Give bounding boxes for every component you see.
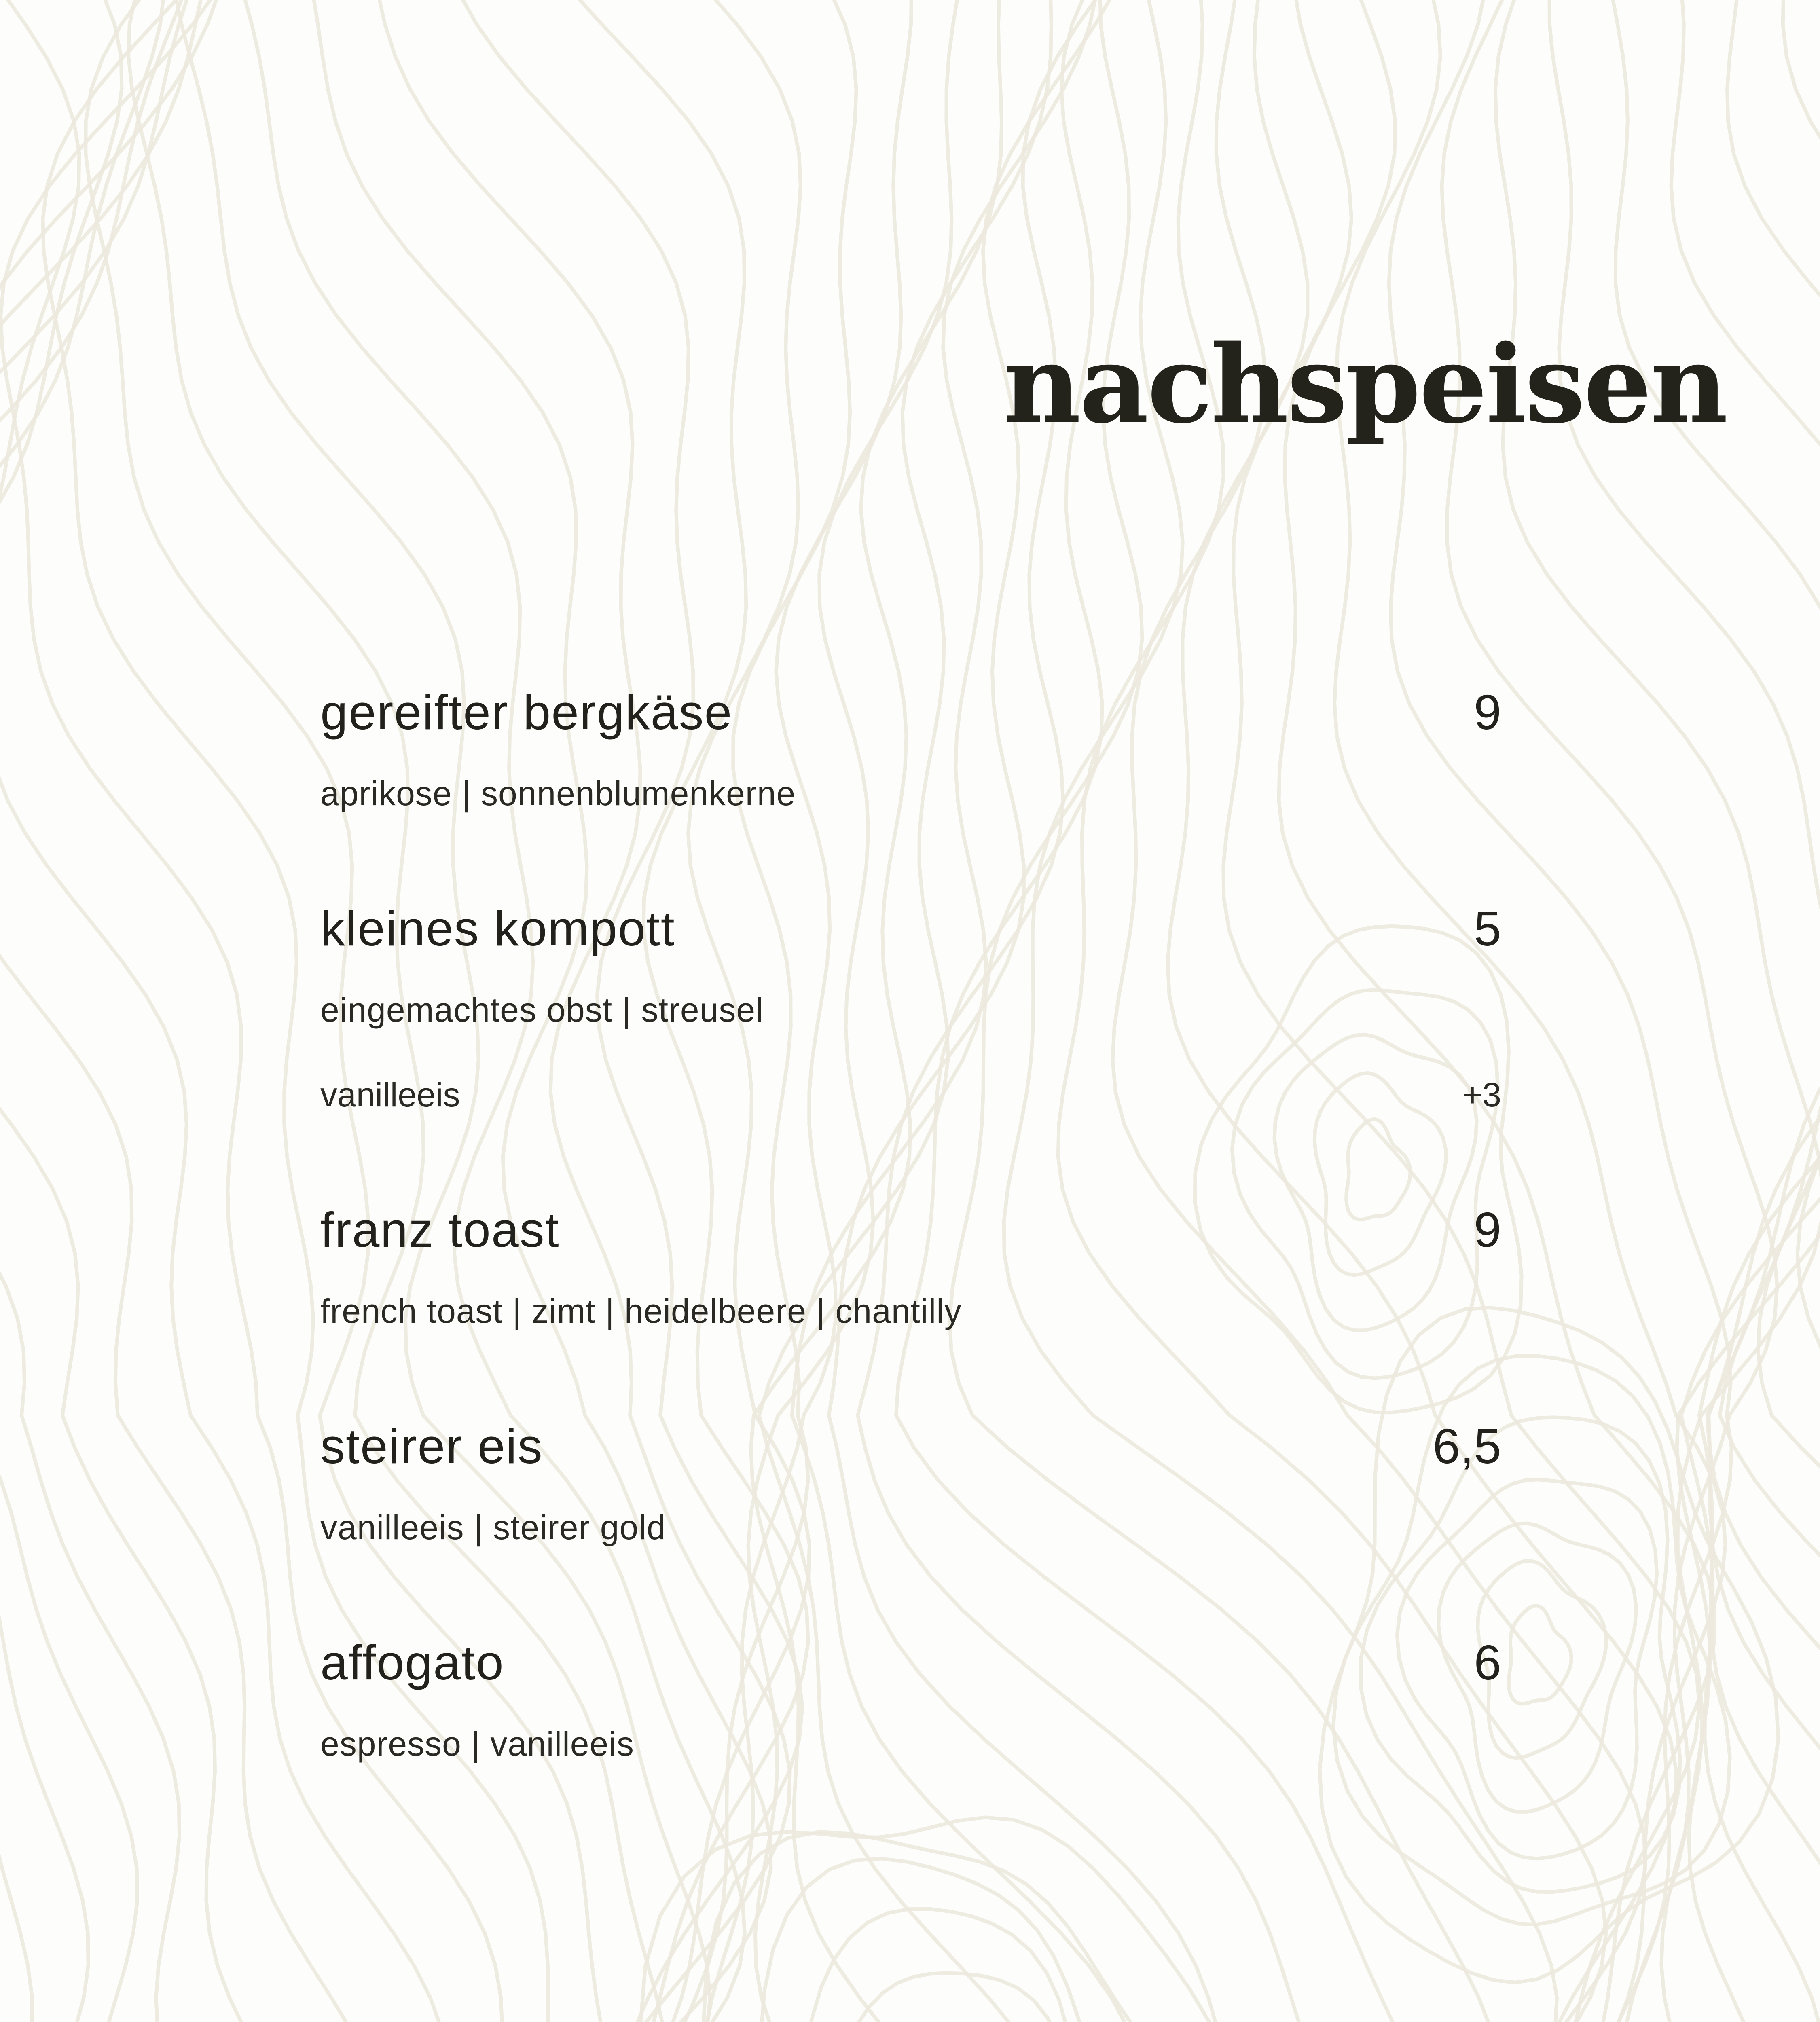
menu-item-header	[320, 901, 1501, 977]
menu-item-header	[320, 687, 1501, 760]
contour-line	[1797, 0, 1820, 2022]
menu-item-name: kleines kompott	[320, 901, 675, 956]
addon-price: +3	[1462, 1076, 1501, 1114]
menu-item-name: franz toast	[320, 1202, 560, 1257]
contour-line	[0, 0, 242, 2022]
menu-item-name: affogato	[320, 1635, 504, 1690]
menu-item-price: 6	[1474, 1635, 1501, 1690]
menu-item-header	[320, 1202, 1501, 1278]
menu-item-addon	[320, 1078, 1501, 1114]
menu-item-gereifter-bergkaese	[320, 687, 1501, 813]
menu-item-description: french toast | zimt | heidelbeere | chantilly	[320, 1292, 962, 1330]
menu-item-description: eingemachtes obst | streusel	[320, 991, 764, 1029]
contour-line	[1758, 0, 1820, 2022]
menu-item-price: 6,5	[1433, 1419, 1501, 1474]
menu-item-price: 9	[1474, 1202, 1501, 1257]
menu-item-price: 9	[1474, 685, 1501, 740]
menu-item-steirer-eis	[320, 1421, 1501, 1547]
page-title: nachspeisen	[1003, 321, 1727, 447]
menu-item-kleines-kompott	[320, 901, 1501, 1114]
menu-item-description: vanilleeis | steirer gold	[320, 1508, 666, 1546]
menu-item-header	[320, 1635, 1501, 1711]
menu-item-name: steirer eis	[320, 1419, 543, 1474]
contour-line	[1720, 0, 1820, 2022]
dessert-menu	[320, 687, 1501, 1854]
menu-item-header	[320, 1421, 1501, 1494]
menu-item-price: 5	[1474, 901, 1501, 956]
menu-item-franz-toast	[320, 1202, 1501, 1330]
addon-label: vanilleeis	[320, 1076, 460, 1114]
menu-item-description: espresso | vanilleeis	[320, 1725, 634, 1763]
menu-item-description: aprikose | sonnenblumenkerne	[320, 774, 796, 812]
contour-line	[1614, 0, 1820, 2022]
contour-line	[0, 0, 164, 2022]
menu-item-name: gereifter bergkäse	[320, 685, 733, 740]
menu-item-affogato	[320, 1635, 1501, 1763]
contour-ring	[746, 1973, 1080, 2022]
